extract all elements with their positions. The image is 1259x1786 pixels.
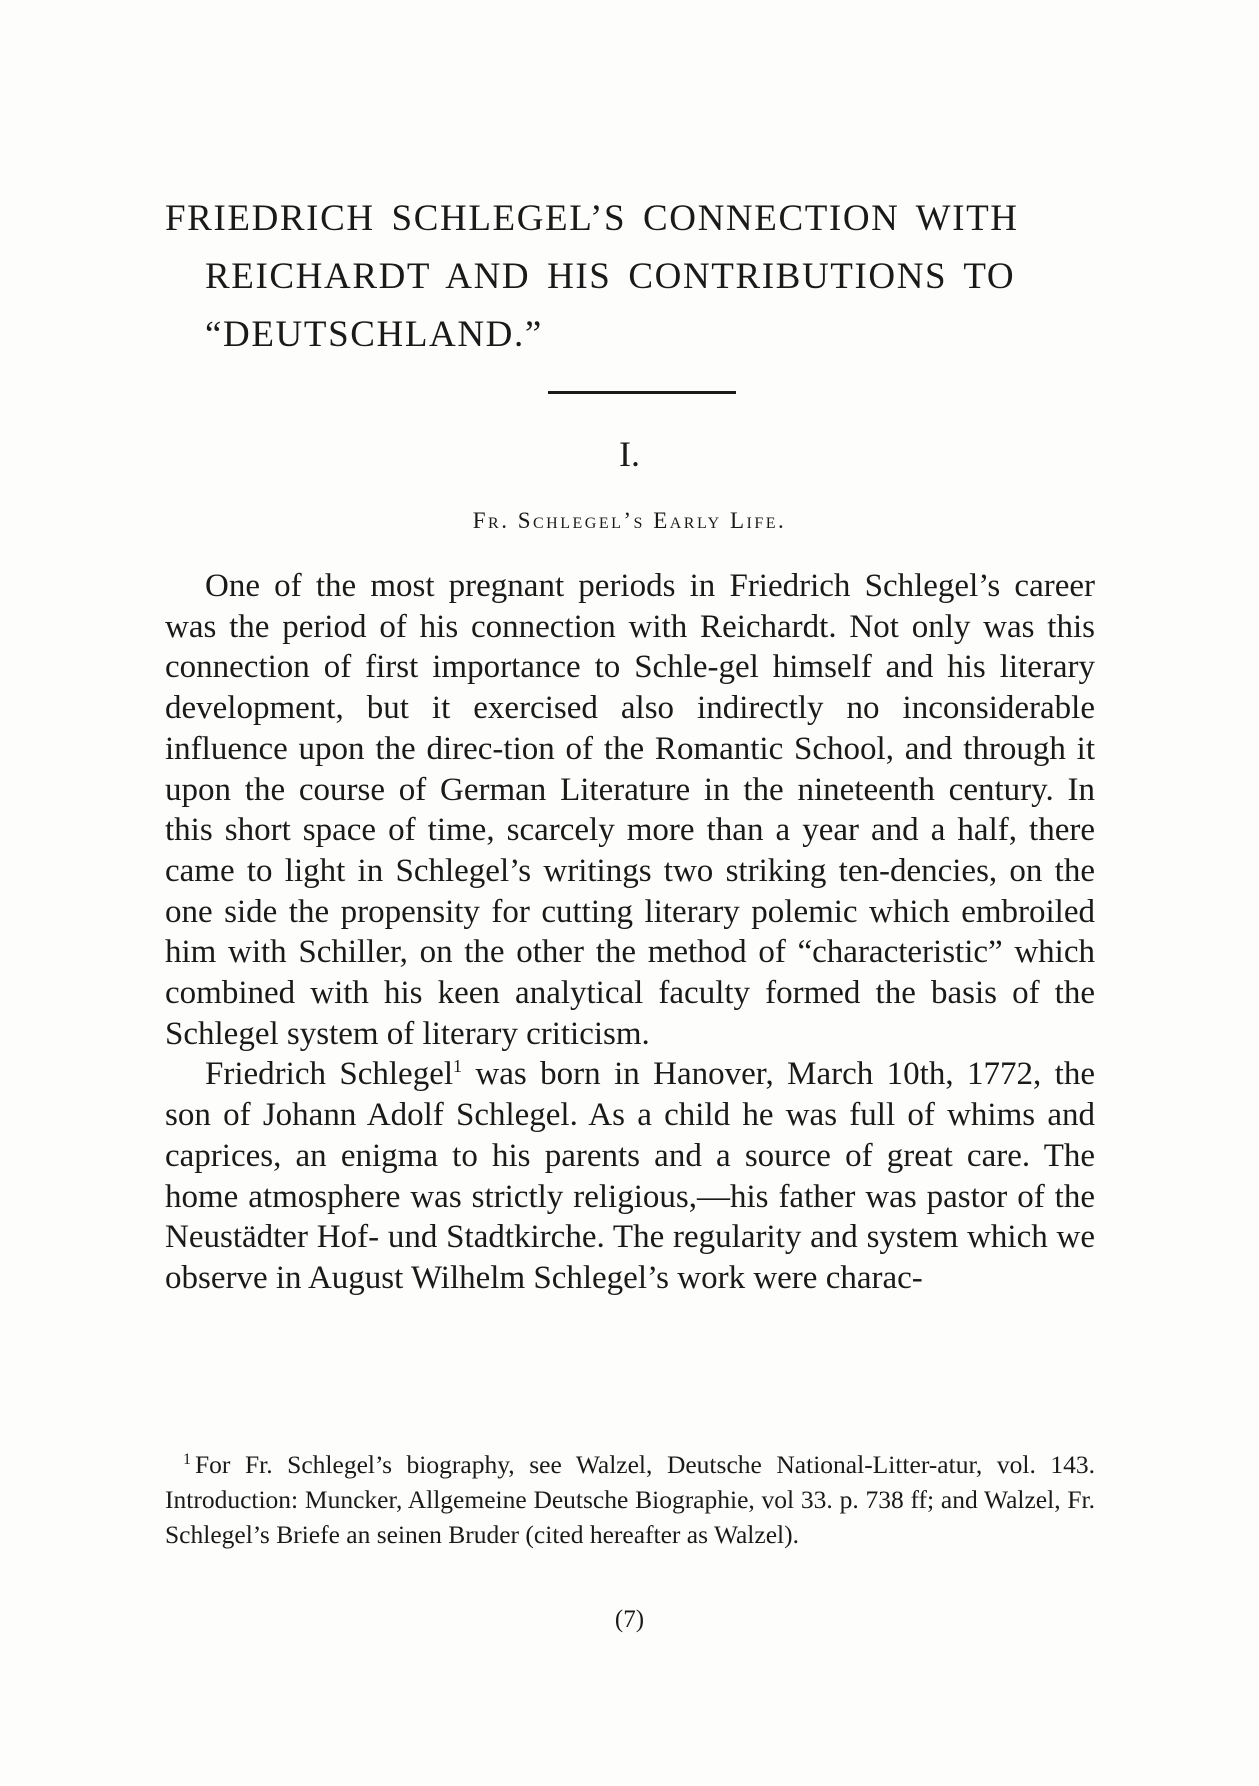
chapter-title (165, 190, 1095, 364)
paragraph-2-start: Friedrich Schlegel (205, 1056, 454, 1093)
paragraph-1: One of the most pregnant periods in Friedrich Schlegel’s career was the period of his connection with Reichardt. Not only was this connection of first importance to Schle-gel himself and his literary development, but it exercised also indirectly no inconsiderable influence upon the direc-tion of the Romantic School, and through it upon the course of German Literature in the nineteenth century. In this short space of time, scarcely more than a year and a half, there came to light in Schlegel’s writings two striking ten-dencies, on the one side the propensity for cutting literary polemic which embroiled him with Schiller, on the other the method of “characteristic” which combined with his keen analytical faculty formed the basis of the Schlegel system of literary criticism. (165, 568, 1095, 1052)
paragraph-2-rest: was born in Hanover, March 10th, 1772, the son of Johann Adolf Schlegel. As a child he was full of whims and caprices, an enigma to his parents and a source of great care. The home atmosphere was strictly religious,—his father was pastor of the Neustädter Hof- und Stadtkirche. The regularity and system which we observe in August Wilhelm Schlegel’s work were charac- (165, 1056, 1095, 1296)
chapter-title-line-3: “DEUTSCHLAND.” (205, 314, 543, 355)
footnote-text: For Fr. Schlegel’s biography, see Walzel, Deutsche National-Litter-atur, vol. 143. Introduction: Muncker, Allgemeine Deutsche Biographie, vol 33. p. 738 ff; and Walzel, Fr. Schlegel’s Briefe an seinen Bruder (cited hereafter as Walzel). (165, 1450, 1095, 1549)
title-divider-rule (548, 391, 736, 394)
chapter-title-line-1: FRIEDRICH SCHLEGEL’S CONNECTION WITH (165, 198, 1019, 239)
footnote (165, 1447, 1095, 1552)
paragraph-2 (165, 1054, 1095, 1298)
section-heading: Fr. Schlegel’s Early Life. (472, 508, 787, 533)
page-number: (7) (614, 1606, 645, 1633)
chapter-title-line-2: REICHARDT AND HIS CONTRIBUTIONS TO (205, 256, 1016, 297)
body-text (165, 566, 1095, 1299)
section-number: I. (619, 434, 640, 474)
footnote-marker: 1 (183, 1451, 191, 1468)
footnote-reference: 1 (453, 1056, 463, 1077)
